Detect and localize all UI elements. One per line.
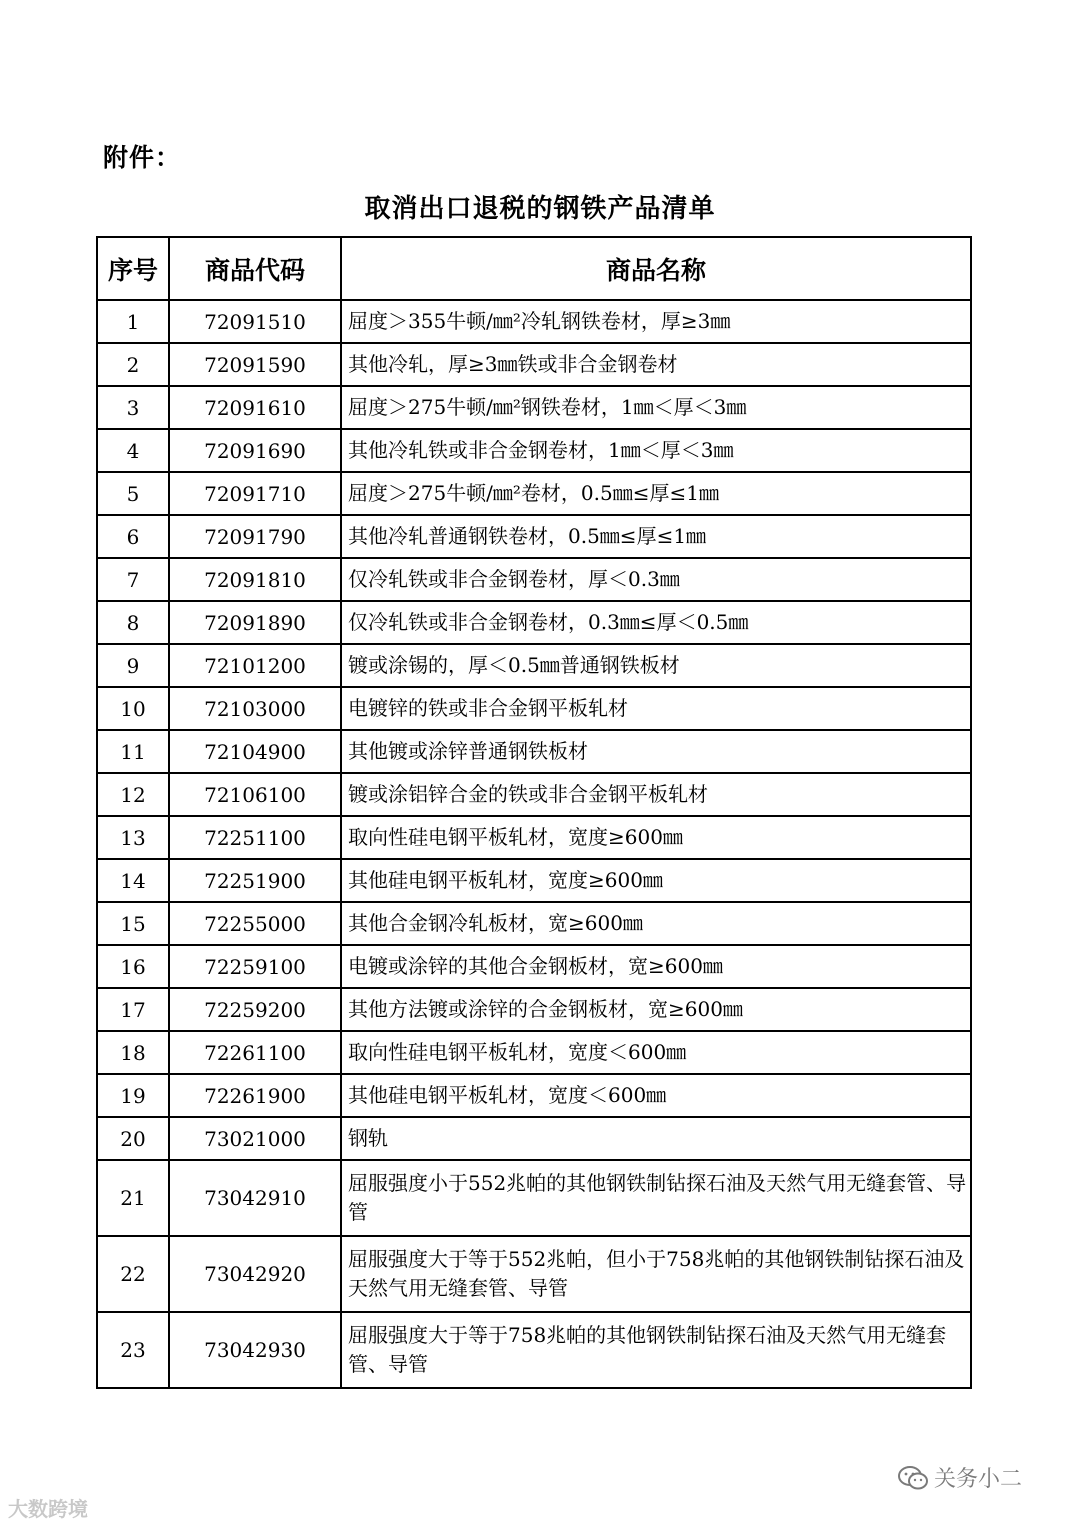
table-row [97, 773, 971, 816]
row-name: 屈度＞355牛顿/㎜²冷轧钢铁卷材，厚≥3㎜ [341, 300, 971, 343]
table-row [97, 601, 971, 644]
table-row [97, 1117, 971, 1160]
table-row [97, 1074, 971, 1117]
row-code: 72259100 [169, 945, 341, 988]
table-row [97, 1312, 971, 1388]
row-code: 73042910 [169, 1160, 341, 1236]
row-name: 取向性硅电钢平板轧材，宽度＜600㎜ [341, 1031, 971, 1074]
row-seq: 1 [97, 300, 169, 343]
wechat-icon [898, 1465, 928, 1491]
row-name: 屈服强度大于等于552兆帕，但小于758兆帕的其他钢铁制钻探石油及天然气用无缝套管、导管 [341, 1236, 971, 1312]
watermark-left: 大数跨境 [8, 1497, 88, 1521]
row-name: 仅冷轧铁或非合金钢卷材，厚＜0.3㎜ [341, 558, 971, 601]
table-row [97, 1160, 971, 1236]
row-seq: 15 [97, 902, 169, 945]
table-row [97, 1031, 971, 1074]
row-seq: 4 [97, 429, 169, 472]
watermark-right [898, 1462, 1022, 1493]
row-name: 其他镀或涂锌普通钢铁板材 [341, 730, 971, 773]
table-row [97, 988, 971, 1031]
row-code: 73042920 [169, 1236, 341, 1312]
row-seq: 11 [97, 730, 169, 773]
row-seq: 3 [97, 386, 169, 429]
row-code: 72091610 [169, 386, 341, 429]
row-name: 取向性硅电钢平板轧材，宽度≥600㎜ [341, 816, 971, 859]
watermark-right-text: 关务小二 [934, 1467, 1023, 1492]
row-name: 屈服强度小于552兆帕的其他钢铁制钻探石油及天然气用无缝套管、导管 [341, 1160, 971, 1236]
row-name: 其他冷轧普通钢铁卷材，0.5㎜≤厚≤1㎜ [341, 515, 971, 558]
row-code: 72251100 [169, 816, 341, 859]
header-seq: 序号 [97, 237, 169, 300]
table-row [97, 902, 971, 945]
row-seq: 16 [97, 945, 169, 988]
row-seq: 14 [97, 859, 169, 902]
row-name: 电镀或涂锌的其他合金钢板材，宽≥600㎜ [341, 945, 971, 988]
header-code: 商品代码 [169, 237, 341, 300]
row-name: 屈度＞275牛顿/㎜²卷材，0.5㎜≤厚≤1㎜ [341, 472, 971, 515]
product-table [96, 236, 972, 1389]
row-seq: 20 [97, 1117, 169, 1160]
table-row [97, 644, 971, 687]
header-name: 商品名称 [341, 237, 971, 300]
row-name: 其他方法镀或涂锌的合金钢板材，宽≥600㎜ [341, 988, 971, 1031]
table-header-row [97, 237, 971, 300]
row-name: 钢轨 [341, 1117, 971, 1160]
page-title: 取消出口退税的钢铁产品清单 [364, 194, 716, 224]
row-name: 镀或涂锡的，厚＜0.5㎜普通钢铁板材 [341, 644, 971, 687]
row-name: 屈服强度大于等于758兆帕的其他钢铁制钻探石油及天然气用无缝套管、导管 [341, 1312, 971, 1388]
row-seq: 8 [97, 601, 169, 644]
row-name: 电镀锌的铁或非合金钢平板轧材 [341, 687, 971, 730]
row-code: 72255000 [169, 902, 341, 945]
row-code: 72101200 [169, 644, 341, 687]
table-row [97, 515, 971, 558]
row-seq: 18 [97, 1031, 169, 1074]
row-code: 72106100 [169, 773, 341, 816]
row-seq: 5 [97, 472, 169, 515]
table-row [97, 816, 971, 859]
table-row [97, 300, 971, 343]
row-seq: 6 [97, 515, 169, 558]
row-name: 其他合金钢冷轧板材，宽≥600㎜ [341, 902, 971, 945]
table-row [97, 687, 971, 730]
table-row [97, 472, 971, 515]
table-row [97, 1236, 971, 1312]
row-code: 73021000 [169, 1117, 341, 1160]
row-seq: 22 [97, 1236, 169, 1312]
row-code: 72251900 [169, 859, 341, 902]
row-name: 仅冷轧铁或非合金钢卷材，0.3㎜≤厚＜0.5㎜ [341, 601, 971, 644]
row-code: 72261100 [169, 1031, 341, 1074]
row-seq: 23 [97, 1312, 169, 1388]
row-name: 其他冷轧铁或非合金钢卷材，1㎜＜厚＜3㎜ [341, 429, 971, 472]
row-seq: 2 [97, 343, 169, 386]
row-name: 屈度＞275牛顿/㎜²钢铁卷材，1㎜＜厚＜3㎜ [341, 386, 971, 429]
row-code: 72091690 [169, 429, 341, 472]
row-name: 其他硅电钢平板轧材，宽度＜600㎜ [341, 1074, 971, 1117]
row-code: 72259200 [169, 988, 341, 1031]
row-name: 其他冷轧，厚≥3㎜铁或非合金钢卷材 [341, 343, 971, 386]
table-row [97, 386, 971, 429]
attachment-label: 附件： [103, 143, 182, 172]
row-seq: 9 [97, 644, 169, 687]
row-code: 72091510 [169, 300, 341, 343]
row-code: 72091890 [169, 601, 341, 644]
row-seq: 19 [97, 1074, 169, 1117]
row-seq: 10 [97, 687, 169, 730]
row-code: 72104900 [169, 730, 341, 773]
table-row [97, 859, 971, 902]
table-row [97, 730, 971, 773]
table-row [97, 343, 971, 386]
row-seq: 21 [97, 1160, 169, 1236]
row-seq: 13 [97, 816, 169, 859]
row-seq: 17 [97, 988, 169, 1031]
row-code: 72091790 [169, 515, 341, 558]
row-code: 72261900 [169, 1074, 341, 1117]
row-name: 镀或涂铝锌合金的铁或非合金钢平板轧材 [341, 773, 971, 816]
table-row [97, 429, 971, 472]
table-row [97, 558, 971, 601]
row-code: 73042930 [169, 1312, 341, 1388]
row-seq: 7 [97, 558, 169, 601]
row-code: 72091710 [169, 472, 341, 515]
row-code: 72091590 [169, 343, 341, 386]
row-name: 其他硅电钢平板轧材，宽度≥600㎜ [341, 859, 971, 902]
row-code: 72091810 [169, 558, 341, 601]
row-code: 72103000 [169, 687, 341, 730]
table-row [97, 945, 971, 988]
row-seq: 12 [97, 773, 169, 816]
